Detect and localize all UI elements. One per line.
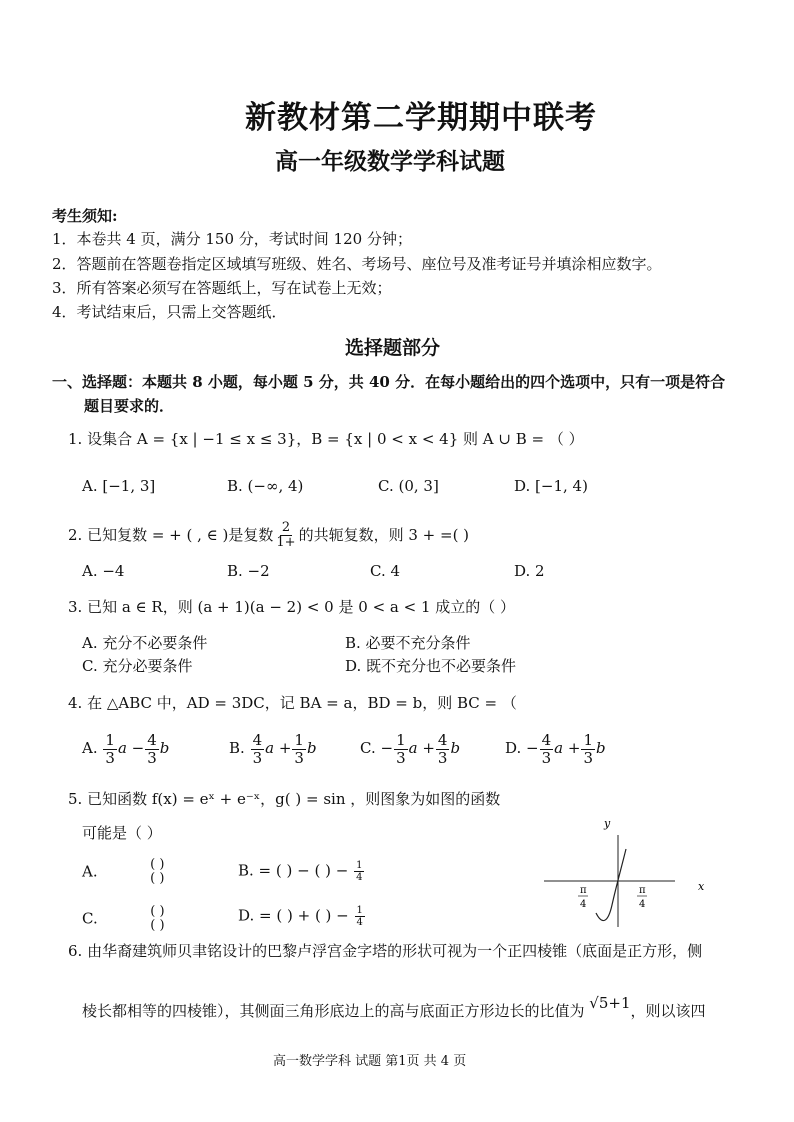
frac-num: 1 xyxy=(583,731,593,749)
option-text: b xyxy=(306,739,317,757)
notice-item: 4．考试结束后，只需上交答题纸． xyxy=(52,303,287,321)
frac-den: ( ) xyxy=(150,871,165,887)
q2-option-b: B. −2 xyxy=(227,562,270,580)
frac-num: 1 xyxy=(294,731,304,749)
option-text: b xyxy=(450,739,461,757)
question-3-stem: 3. 已知 a ∈ R，则 (a + 1)(a − 2) < 0 是 0 < a < 1 成立的（ ） xyxy=(68,598,516,616)
frac-den: 3 xyxy=(583,748,593,767)
fraction xyxy=(103,732,117,766)
frac-num: ( ) xyxy=(150,904,165,919)
notice-item: 1．本卷共 4 页，满分 150 分，考试时间 120 分钟； xyxy=(52,230,412,248)
option-label: A. xyxy=(82,862,98,881)
option-text: B. = ( ) − ( ) − xyxy=(238,861,349,880)
notice-item: 2．答题前在答题卷指定区域填写班级、姓名、考场号、座位号及准考证号并填涂相应数字。 xyxy=(52,255,662,273)
question-6-line1: 6. 由华裔建筑师贝聿铭设计的巴黎卢浮宫金字塔的形状可视为一个正四棱锥（底面是正方形，侧 xyxy=(68,942,703,960)
notice-item: 3．所有答案必须写在答题纸上，写在试卷上无效； xyxy=(52,279,392,297)
fraction xyxy=(148,905,166,934)
option-label: C. xyxy=(82,909,98,928)
frac-num: 1 xyxy=(356,905,363,916)
frac-den: 4 xyxy=(356,872,363,883)
frac-num: 1 xyxy=(105,731,115,749)
q1-option-a: A. [−1, 3] xyxy=(82,477,156,495)
q2-option-c: C. 4 xyxy=(370,562,401,580)
q4-option-c xyxy=(360,732,460,766)
frac-den: 3 xyxy=(252,748,263,767)
frac-den: 3 xyxy=(437,748,448,767)
q2-option-a: A. −4 xyxy=(82,562,125,580)
fraction xyxy=(394,732,408,766)
frac-num: 4 xyxy=(541,731,552,749)
part-heading-cont: 题目要求的． xyxy=(84,397,175,415)
option-text: − xyxy=(380,739,394,757)
question-2-stem xyxy=(68,521,469,551)
frac-den: 4 xyxy=(356,917,363,928)
option-text: a + xyxy=(265,739,292,757)
question-4-stem: 4. 在 △ABC 中，AD = 3DC，记 BA = a，BD = b，则 BC = （ xyxy=(68,694,517,712)
option-text: b xyxy=(596,739,606,757)
fraction xyxy=(355,905,365,928)
x-axis-label: x xyxy=(698,880,705,893)
q3-option-c: C. 充分必要条件 xyxy=(82,657,193,675)
q6-text-end: ，则以该四 xyxy=(630,1002,706,1020)
frac-num: 1 xyxy=(396,731,406,749)
q3-option-b: B. 必要不充分条件 xyxy=(345,634,471,652)
q4-option-a xyxy=(82,732,169,766)
part-heading: 一、选择题：本题共 8 小题，每小题 5 分，共 40 分．在每小题给出的四个选项中，只有一项是符合 xyxy=(52,373,726,391)
fraction xyxy=(540,732,554,766)
fraction xyxy=(292,732,306,766)
y-axis-label: y xyxy=(604,817,611,830)
tick-label: π xyxy=(580,885,587,896)
q1-option-d: D. [−1, 4) xyxy=(514,477,588,495)
page-footer: 高一数学学科 试题 第1页 共 4 页 xyxy=(273,1054,467,1069)
frac-den: 3 xyxy=(105,748,115,767)
page-subtitle: 高一年级数学学科试题 xyxy=(275,148,505,175)
q5-option-c xyxy=(82,905,168,934)
fraction xyxy=(145,732,159,766)
frac-num: 2 xyxy=(281,520,291,535)
fraction xyxy=(436,732,450,766)
fraction xyxy=(581,732,595,766)
option-text: − xyxy=(526,739,539,757)
q2-stem-b: 的共轭复数，则 3 + =( ) xyxy=(298,525,470,544)
q6-sqrt-expression: √5+1 xyxy=(589,994,631,1012)
tick-label: 4 xyxy=(639,899,646,910)
q5-option-b xyxy=(238,860,365,883)
frac-num: 4 xyxy=(147,731,157,749)
function-graph xyxy=(540,815,720,930)
frac-den: 3 xyxy=(147,748,157,767)
q2-stem-a: 2. 已知复数 = + ( , ∈ )是复数 xyxy=(68,525,274,544)
option-label: C. xyxy=(360,739,376,757)
graph-curve xyxy=(596,849,626,921)
q2-fraction xyxy=(274,521,297,551)
q3-option-a: A. 充分不必要条件 xyxy=(82,634,208,652)
q6-text: 棱长都相等的四棱锥），其侧面三角形底边上的高与底面正方形边长的比值为 xyxy=(82,1002,585,1020)
frac-den: 3 xyxy=(294,748,304,767)
frac-den: 1+ xyxy=(276,535,296,551)
question-5-stem: 5. 已知函数 f(x) = eˣ + e⁻ˣ，g( ) = sin ，则图象为如图的函数 xyxy=(68,790,501,808)
tick-label: π xyxy=(639,885,646,896)
option-text: D. = ( ) + ( ) − xyxy=(238,906,349,925)
option-text: a + xyxy=(554,739,581,757)
question-1-stem: 1. 设集合 A = {x | −1 ≤ x ≤ 3}，B = {x | 0 < x < 4} 则 A ∪ B = （ ） xyxy=(68,430,584,448)
frac-den: 3 xyxy=(396,748,406,767)
fraction xyxy=(148,858,166,887)
frac-num: 4 xyxy=(437,731,448,749)
q4-option-d xyxy=(505,732,606,766)
frac-den: 3 xyxy=(541,748,552,767)
option-label: D. xyxy=(505,739,522,757)
frac-num: 4 xyxy=(252,731,263,749)
tick-label: 4 xyxy=(580,899,587,910)
option-label: A. xyxy=(82,739,98,757)
section-title: 选择题部分 xyxy=(345,337,441,359)
frac-num: 1 xyxy=(356,860,363,871)
q5-option-a xyxy=(82,858,167,887)
option-label: B. xyxy=(229,739,245,757)
option-text: a − xyxy=(117,739,145,757)
option-text: a + xyxy=(408,739,435,757)
question-5-stem-cont: 可能是（ ） xyxy=(82,824,162,842)
frac-den: ( ) xyxy=(150,918,165,934)
fraction xyxy=(354,860,364,883)
page-title: 新教材第二学期期中联考 xyxy=(245,100,597,136)
notice-heading: 考生须知: xyxy=(52,207,118,225)
q5-option-d xyxy=(238,905,366,928)
q4-option-b xyxy=(229,732,317,766)
question-6-line2 xyxy=(82,994,706,1021)
q2-option-d: D. 2 xyxy=(514,562,545,580)
fraction xyxy=(251,732,265,766)
q1-option-c: C. (0, 3] xyxy=(378,477,439,495)
q1-option-b: B. (−∞, 4) xyxy=(227,477,304,495)
option-text: b xyxy=(159,739,170,757)
q3-option-d: D. 既不充分也不必要条件 xyxy=(345,657,517,675)
frac-num: ( ) xyxy=(150,857,165,872)
